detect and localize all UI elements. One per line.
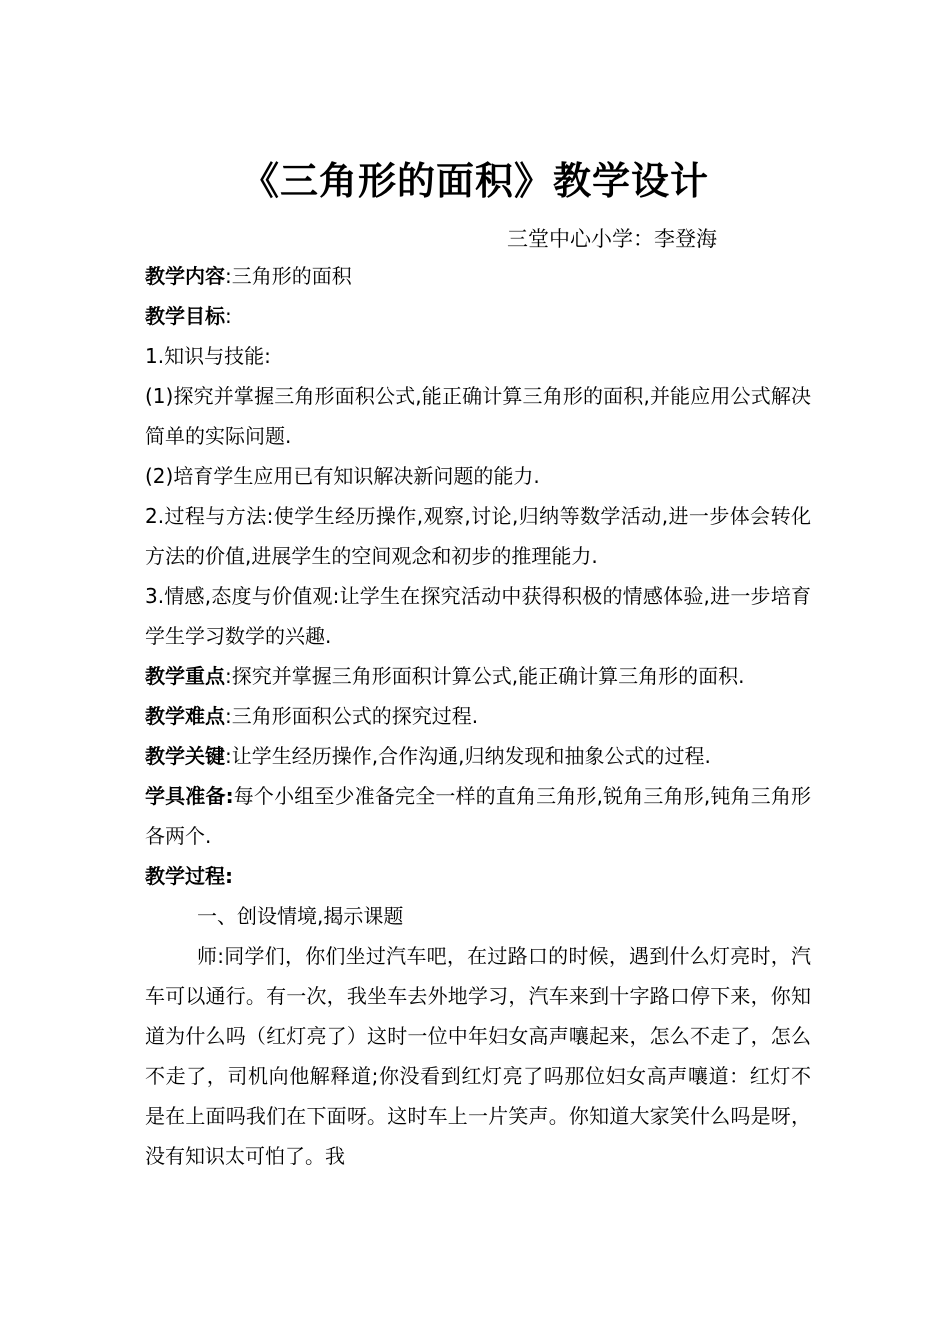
objective-1b: (2)培育学生应用已有知识解决新问题的能力.	[145, 464, 540, 488]
materials	[145, 776, 811, 856]
objectives	[145, 296, 811, 336]
author-line: 三堂中心小学：李登海	[507, 227, 717, 251]
crux	[145, 736, 811, 776]
process-label: 教学过程:	[145, 864, 233, 888]
teaching-content-text: :三角形的面积	[225, 264, 352, 288]
difficulty-text: :三角形面积公式的探究过程.	[225, 704, 479, 728]
section-1-heading: 一、创设情境,揭示课题	[197, 904, 404, 928]
key-point-label: 教学重点	[145, 664, 225, 688]
objectives-label: 教学目标	[145, 304, 225, 328]
objective-3: 3.情感,态度与价值观:让学生在探究活动中获得积极的情感体验,进一步培育学生学习数学的兴趣.	[145, 584, 811, 648]
section-1-paragraph: 师:同学们，你们坐过汽车吧，在过路口的时候，遇到什么灯亮时，汽车可以通行。有一次，我坐车去外地学习，汽车来到十字路口停下来，你知道为什么吗（红灯亮了）这时一位中年妇女高声嚷起来，怎么不走了，怎么不走了，司机向他解释道;你没看到红灯亮了吗那位妇女高声嚷道：红灯不是在上面吗我们在下面呀。这时车上一片笑声。你知道大家笑什么吗是呀，没有知识太可怕了。我	[145, 944, 811, 1168]
objectives-text: :	[225, 304, 232, 328]
difficulty-label: 教学难点	[145, 704, 225, 728]
key-point-text: :探究并掌握三角形面积计算公式,能正确计算三角形的面积.	[225, 664, 745, 688]
objective-1-heading: 1.知识与技能:	[145, 344, 271, 368]
materials-label: 学具准备:	[145, 784, 234, 808]
difficulty	[145, 696, 811, 736]
objective-1a: (1)探究并掌握三角形面积公式,能正确计算三角形的面积,并能应用公式解决简单的实际问题.	[145, 384, 811, 448]
document-body	[145, 256, 811, 1176]
teaching-content-label: 教学内容	[145, 264, 225, 288]
crux-text: :让学生经历操作,合作沟通,归纳发现和抽象公式的过程.	[225, 744, 711, 768]
crux-label: 教学关键	[145, 744, 225, 768]
objective-2: 2.过程与方法:使学生经历操作,观察,讨论,归纳等数学活动,进一步体会转化方法的价值,进展学生的空间观念和初步的推理能力.	[145, 504, 811, 568]
key-point	[145, 656, 811, 696]
teaching-content	[145, 256, 811, 296]
document-title: 《三角形的面积》教学设计	[240, 159, 709, 203]
materials-text: 每个小组至少准备完全一样的直角三角形,锐角三角形,钝角三角形各两个.	[145, 784, 811, 848]
